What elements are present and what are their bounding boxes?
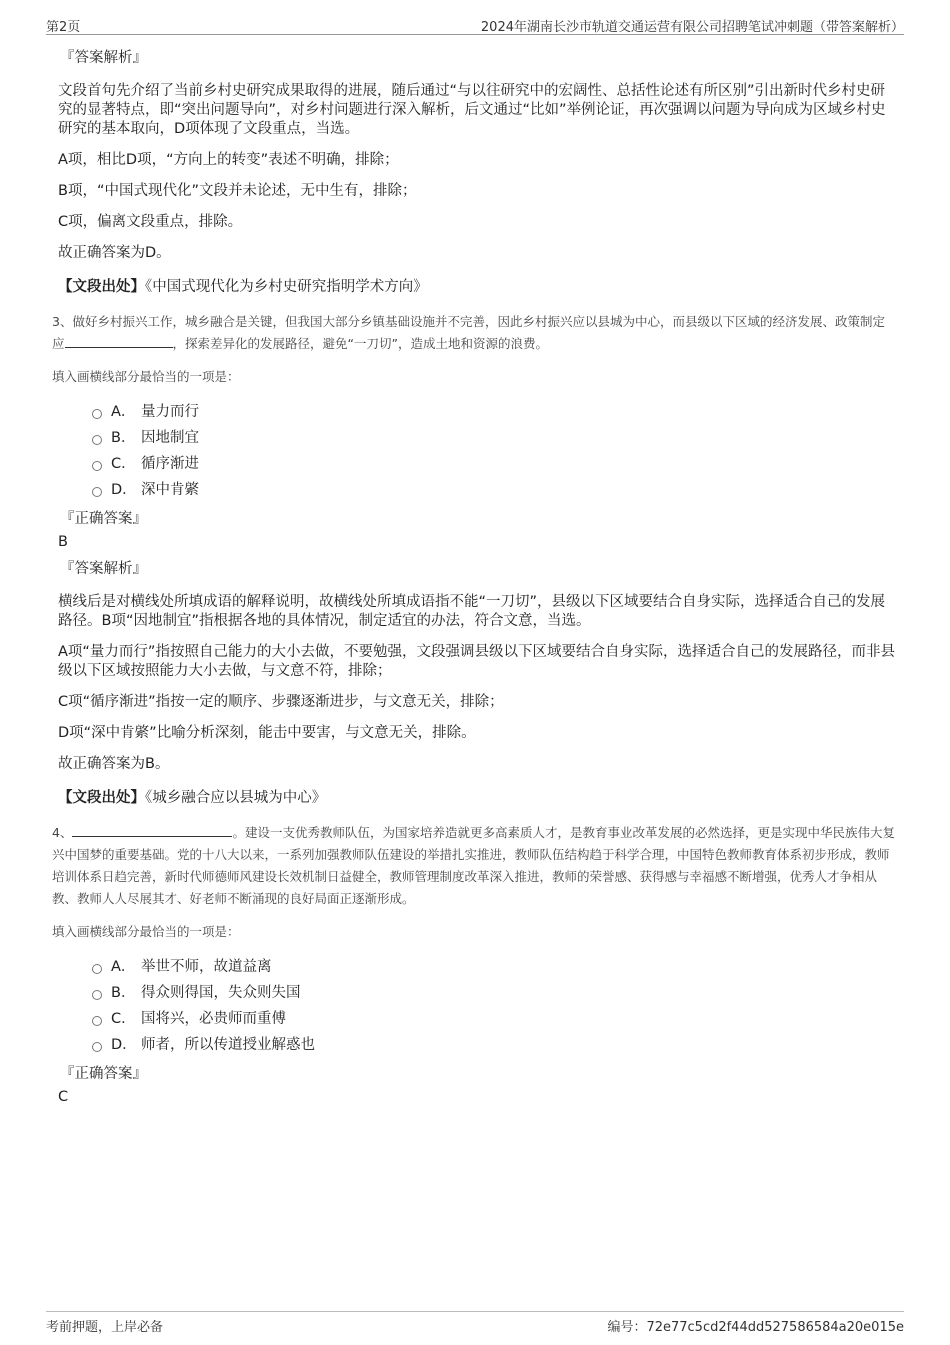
option-text: 量力而行 bbox=[141, 404, 199, 420]
q3-option-c[interactable]: C． 循序渐进 bbox=[92, 451, 896, 477]
radio-icon[interactable] bbox=[92, 1042, 102, 1052]
q3-option-b[interactable]: B． 因地制宜 bbox=[92, 425, 896, 451]
q3-stem bbox=[52, 311, 896, 355]
q2-analysis-label: 『答案解析』 bbox=[60, 50, 147, 66]
q3-analysis-para: A项“量力而行”指按照自己能力的大小去做，不要勉强，文段强调县级以下区域要结合自身实际，选择适合自己的发展路径，而非县级以下区域按照能力大小去做，与文意不符，排除； bbox=[58, 644, 895, 679]
q4-stem-rest: 。建设一支优秀教师队伍，为国家培养造就更多高素质人才，是教育事业改革发展的必然选择，更是实现中华民族伟大复兴中国梦的重要基础。党的十八大以来，一系列加强教师队伍建设的举措扎实推进，教师队伍结构趋于科学合理，中国特色教师教育体系初步形成，教师培训体系日趋完善，新时代师德师风建设长效机制日益健全，教师管理制度改革深入推进，教师的荣誉感、获得感与幸福感不断增强，优秀人才争相从教、教师人人尽展其才、好老师不断涌现的良好局面正逐渐形成。 bbox=[52, 825, 895, 906]
option-text: 国将兴，必贵师而重傅 bbox=[141, 1011, 286, 1027]
q4-correct-answer: C bbox=[58, 1089, 69, 1105]
page-footer bbox=[46, 1311, 904, 1336]
q3-analysis-para: 横线后是对横线处所填成语的解释说明，故横线处所填成语指不能“一刀切”，县级以下区域要结合自身实际，选择适合自己的发展路径。B项“因地制宜”指根据各地的具体情况，制定适宜的办法，符合文意，当选。 bbox=[58, 594, 886, 629]
q4-option-d[interactable]: D． 师者，所以传道授业解惑也 bbox=[92, 1032, 896, 1058]
q2-source bbox=[58, 277, 896, 297]
q3-source-label: 【文段出处】 bbox=[58, 790, 145, 806]
q3-stem-end: ，探索差异化的发展路径，避免“一刀切”，造成土地和资源的浪费。 bbox=[172, 336, 548, 351]
radio-icon[interactable] bbox=[92, 990, 102, 1000]
q2-analysis-para: 故正确答案为D。 bbox=[58, 245, 171, 261]
q3-source-title: 《城乡融合应以县城为中心》 bbox=[145, 790, 327, 806]
q2-source-label: 【文段出处】 bbox=[58, 279, 145, 295]
q2-analysis-para: B项，“中国式现代化”文段并未论述，无中生有，排除； bbox=[58, 183, 417, 199]
q3-option-a[interactable]: A． 量力而行 bbox=[92, 399, 896, 425]
q2-source-title: 《中国式现代化为乡村史研究指明学术方向》 bbox=[145, 279, 428, 295]
q3-analysis-para: D项“深中肯綮”比喻分析深刻，能击中要害，与文意无关，排除。 bbox=[58, 725, 476, 741]
q4-stem-num: 4、 bbox=[52, 825, 73, 840]
page-header bbox=[46, 14, 904, 35]
q3-option-d[interactable]: D． 深中肯綮 bbox=[92, 477, 896, 503]
q4-option-a[interactable]: A． 举世不师，故道益离 bbox=[92, 954, 896, 980]
q3-analysis-para: 故正确答案为B。 bbox=[58, 756, 170, 772]
document-title: 2024年湖南长沙市轨道交通运营有限公司招聘笔试冲刺题（带答案解析） bbox=[480, 20, 904, 35]
q3-prompt: 填入画横线部分最恰当的一项是： bbox=[52, 369, 240, 384]
q3-analysis-label: 『答案解析』 bbox=[60, 561, 147, 577]
q3-blank bbox=[65, 335, 173, 348]
option-text: 深中肯綮 bbox=[141, 482, 199, 498]
q2-analysis-para: 文段首句先介绍了当前乡村史研究成果取得的进展，随后通过“与以往研究中的宏阔性、总括性论述有所区别”引出新时代乡村史研究的显著特点，即“突出问题导向”，对乡村问题进行深入解析，后文通过“比如”举例论证，再次强调以问题为导向成为区域乡村史研究的基本取向，D项体现了文段重点，当选。 bbox=[58, 83, 886, 137]
q3-correct-answer: B bbox=[58, 534, 68, 550]
q4-stem bbox=[52, 822, 896, 910]
radio-icon[interactable] bbox=[92, 1016, 102, 1026]
option-text: 举世不师，故道益离 bbox=[141, 959, 272, 975]
q4-blank bbox=[72, 824, 232, 837]
q3-options bbox=[92, 399, 896, 503]
q4-option-c[interactable]: C． 国将兴，必贵师而重傅 bbox=[92, 1006, 896, 1032]
radio-icon[interactable] bbox=[92, 409, 102, 419]
q3-stem-start: 3、做好乡村振兴工作，城乡融合是关键，但我国大部分乡镇基础设施并不完善，因此乡村振兴应以县城为中心，而县级以下区域的经济发展、政策制定应 bbox=[52, 314, 885, 351]
q4-options bbox=[92, 954, 896, 1058]
footer-slogan: 考前押题，上岸必备 bbox=[46, 1320, 164, 1335]
option-text: 因地制宜 bbox=[141, 430, 199, 446]
document-id: 编号：72e77c5cd2f44dd527586584a20e015e bbox=[607, 1320, 904, 1335]
q4-option-b[interactable]: B． 得众则得国，失众则失国 bbox=[92, 980, 896, 1006]
option-text: 得众则得国，失众则失国 bbox=[141, 985, 301, 1001]
q2-analysis-para: C项，偏离文段重点，排除。 bbox=[58, 214, 243, 230]
radio-icon[interactable] bbox=[92, 487, 102, 497]
q3-analysis-para: C项“循序渐进”指按一定的顺序、步骤逐渐进步，与文意无关，排除； bbox=[58, 694, 504, 710]
q4-prompt: 填入画横线部分最恰当的一项是： bbox=[52, 924, 240, 939]
radio-icon[interactable] bbox=[92, 435, 102, 445]
page-number: 第2页 bbox=[46, 20, 81, 35]
main-content bbox=[52, 40, 896, 1108]
q3-source bbox=[58, 788, 896, 808]
radio-icon[interactable] bbox=[92, 461, 102, 471]
option-text: 循序渐进 bbox=[141, 456, 199, 472]
q4-correct-label: 『正确答案』 bbox=[60, 1066, 147, 1082]
q2-analysis-para: A项，相比D项，“方向上的转变”表述不明确，排除； bbox=[58, 152, 399, 168]
option-text: 师者，所以传道授业解惑也 bbox=[141, 1037, 315, 1053]
q3-correct-label: 『正确答案』 bbox=[60, 511, 147, 527]
radio-icon[interactable] bbox=[92, 964, 102, 974]
